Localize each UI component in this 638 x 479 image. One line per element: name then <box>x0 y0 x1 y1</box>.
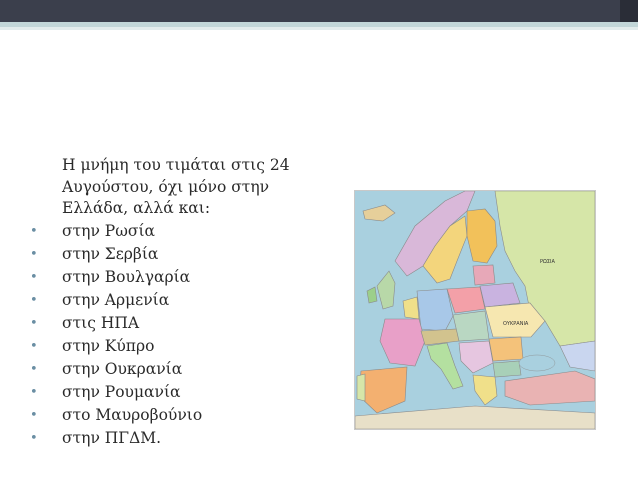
header-bar-corner <box>620 0 638 22</box>
bullet-icon: • <box>30 430 38 446</box>
map-label-ukraine: ΟΥΚΡΑΝΙΑ <box>503 321 529 327</box>
europe-map-image <box>354 190 596 430</box>
bullet-icon: • <box>30 223 38 239</box>
header-bar <box>0 0 638 22</box>
list-item: • στην Ρωσία <box>30 220 348 243</box>
list-item: • στην Αρμενία <box>30 289 348 312</box>
bullet-icon: • <box>30 361 38 377</box>
list-item: • στην ΠΓΔΜ. <box>30 427 348 450</box>
bullet-icon: • <box>30 292 38 308</box>
bullet-icon: • <box>30 269 38 285</box>
header-thin-stripe <box>0 27 638 30</box>
europe-map-icon <box>355 191 595 429</box>
list-item: • στην Ουκρανία <box>30 358 348 381</box>
bullet-icon: • <box>30 407 38 423</box>
bullet-icon: • <box>30 338 38 354</box>
list-item: • στην Σερβία <box>30 243 348 266</box>
bullet-icon: • <box>30 384 38 400</box>
bullet-icon: • <box>30 246 38 262</box>
bullet-icon: • <box>30 315 38 331</box>
list-item: • στην Βουλγαρία <box>30 266 348 289</box>
country-list <box>30 220 348 450</box>
map-label-russia: ΡΩΣΙΑ <box>540 259 555 265</box>
list-item: • στο Μαυροβούνιο <box>30 404 348 427</box>
list-item: • στην Ρουμανία <box>30 381 348 404</box>
list-item: • στις ΗΠΑ <box>30 312 348 335</box>
intro-text: Η μνήμη του τιμάται στις 24 Αυγούστου, όχι μόνο στην Ελλάδα, αλλά και: <box>62 156 290 217</box>
list-item: • στην Κύπρο <box>30 335 348 358</box>
text-content <box>30 155 348 450</box>
